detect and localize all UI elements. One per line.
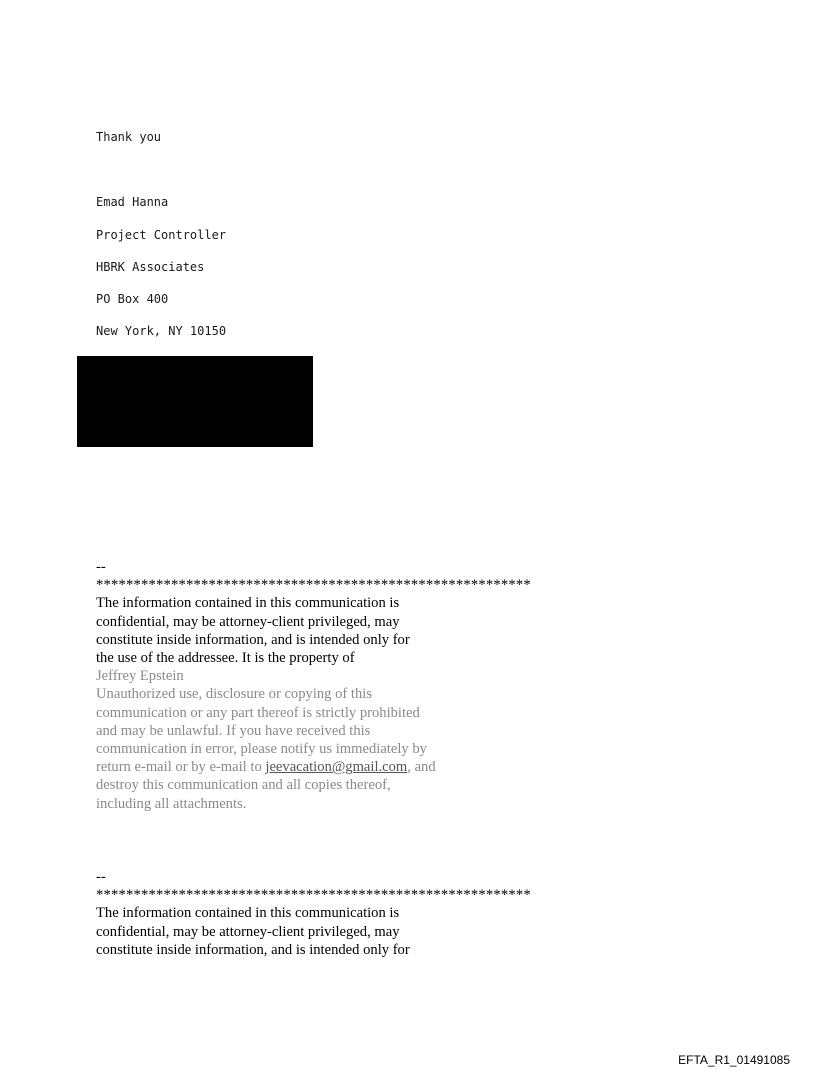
disclaimer-block-1 — [96, 558, 616, 813]
disclaimer-gray-line: communication in error, please notify us immediately by — [96, 741, 427, 758]
redaction-block — [77, 356, 313, 447]
email-line-prefix: return e-mail or by e-mail to — [96, 759, 266, 776]
disclaimer-line: confidential, may be attorney-client privileged, may — [96, 923, 400, 940]
disclaimer-email-line — [96, 758, 616, 776]
disclaimer-gray-line: Jeffrey Epstein — [96, 668, 184, 685]
signature-address-line-2: New York, NY 10150 — [96, 324, 227, 338]
signature-company: HBRK Associates — [96, 260, 205, 274]
separator-stars: ********************************************************** — [96, 887, 531, 904]
disclaimer-line: constitute inside information, and is intended only for — [96, 941, 410, 958]
disclaimer-gray-line: including all attachments. — [96, 795, 247, 812]
disclaimer-gray-line: and may be unlawful. If you have received this — [96, 722, 371, 739]
disclaimer-line: the use of the addressee. It is the property of — [96, 650, 355, 667]
disclaimer-block-2 — [96, 868, 616, 959]
disclaimer-gray-line: Unauthorized use, disclosure or copying of this — [96, 686, 373, 703]
email-line-suffix: , and — [407, 759, 436, 776]
separator-stars: ********************************************************** — [96, 577, 531, 594]
disclaimer-gray-line: communication or any part thereof is strictly prohibited — [96, 704, 420, 721]
signature-address-line-1: PO Box 400 — [96, 292, 169, 306]
closing-text: Thank you — [96, 130, 162, 144]
disclaimer-line: constitute inside information, and is intended only for — [96, 631, 410, 648]
disclaimer-line: confidential, may be attorney-client privileged, may — [96, 613, 400, 630]
document-id-footer: EFTA_R1_01491085 — [678, 1053, 790, 1067]
disclaimer-line: The information contained in this communication is — [96, 905, 400, 922]
disclaimer-line: The information contained in this communication is — [96, 595, 400, 612]
signature-title: Project Controller — [96, 228, 227, 242]
separator-dash: -- — [96, 869, 106, 885]
disclaimer-gray-line: destroy this communication and all copies thereof, — [96, 777, 391, 794]
signature-name: Emad Hanna — [96, 195, 169, 209]
email-link[interactable]: jeevacation@gmail.com — [265, 759, 408, 776]
separator-dash: -- — [96, 559, 106, 575]
